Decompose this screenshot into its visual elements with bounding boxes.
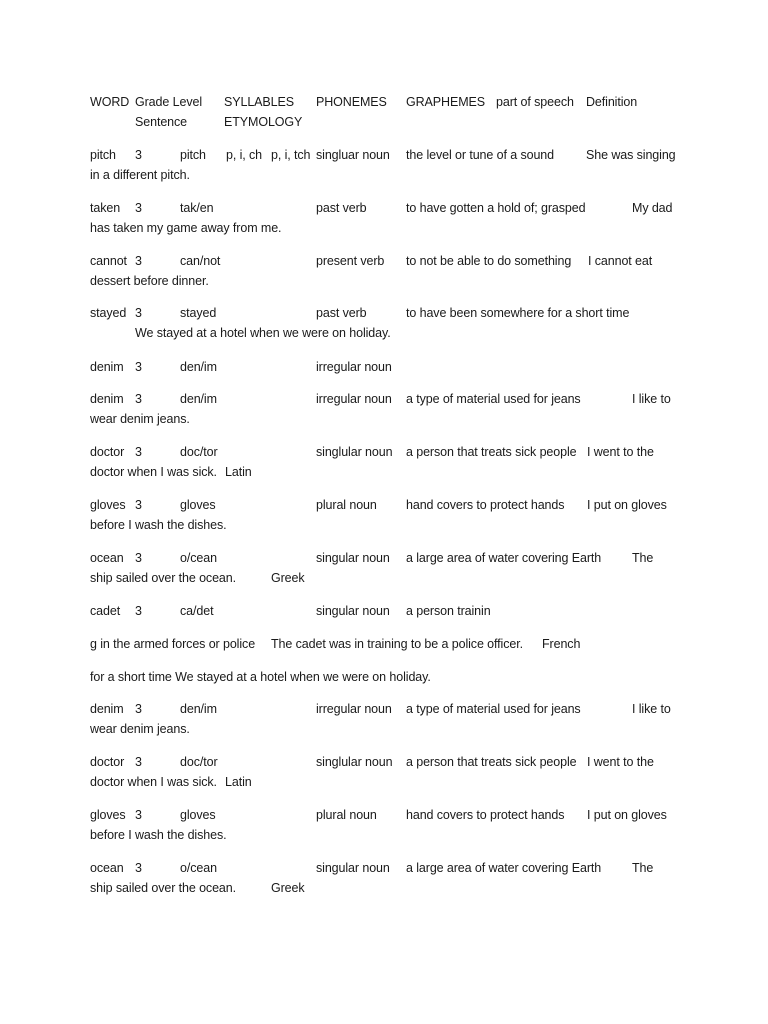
grade-level: 3 bbox=[135, 498, 142, 512]
part-of-speech: irregular noun bbox=[316, 702, 392, 716]
syllables: den/im bbox=[180, 360, 217, 374]
entry-line-1 bbox=[90, 858, 690, 878]
definition: to have gotten a hold of; grasped bbox=[406, 201, 586, 215]
header-etymology: ETYMOLOGY bbox=[224, 115, 303, 129]
list-item bbox=[90, 601, 690, 623]
sentence-continued: ship sailed over the ocean. bbox=[90, 881, 237, 895]
entry-line-1 bbox=[90, 548, 690, 568]
list-item bbox=[90, 442, 690, 486]
etymology: Latin bbox=[225, 775, 252, 789]
grade-level: 3 bbox=[135, 306, 142, 320]
definition: a person that treats sick people bbox=[406, 445, 577, 459]
grade-level: 3 bbox=[135, 254, 142, 268]
etymology: Latin bbox=[225, 465, 252, 479]
entry-line-1 bbox=[90, 357, 690, 377]
part-of-speech: singular noun bbox=[316, 551, 390, 565]
definition: to not be able to do something bbox=[406, 254, 572, 268]
part-of-speech: irregular noun bbox=[316, 392, 392, 406]
entry-line-1 bbox=[90, 389, 690, 409]
definition: a large area of water covering Earth bbox=[406, 861, 602, 875]
entry-line-1 bbox=[90, 601, 690, 621]
phonemes: p, i, ch bbox=[226, 148, 263, 162]
sentence: I went to the bbox=[587, 445, 654, 459]
sentence-continued: has taken my game away from me. bbox=[90, 221, 282, 235]
part-of-speech: plural noun bbox=[316, 808, 377, 822]
syllables: o/cean bbox=[180, 551, 217, 565]
sentence: She was singing bbox=[586, 148, 676, 162]
grade-level: 3 bbox=[135, 360, 142, 374]
word: cadet bbox=[90, 604, 121, 618]
list-item bbox=[90, 145, 690, 189]
header-line-1 bbox=[90, 92, 690, 112]
grade-level: 3 bbox=[135, 861, 142, 875]
entry-line-2 bbox=[90, 772, 690, 792]
grade-level: 3 bbox=[135, 392, 142, 406]
sentence: I like to bbox=[632, 392, 671, 406]
list-item bbox=[90, 303, 690, 347]
list-item bbox=[90, 805, 690, 849]
definition: hand covers to protect hands bbox=[406, 808, 565, 822]
word: gloves bbox=[90, 498, 126, 512]
entry-line-1 bbox=[90, 667, 690, 687]
entry-line-2 bbox=[90, 409, 690, 429]
sentence: The bbox=[632, 551, 654, 565]
grade-level: 3 bbox=[135, 201, 142, 215]
definition: a person that treats sick people bbox=[406, 755, 577, 769]
list-item bbox=[90, 548, 690, 592]
entry-line-1 bbox=[90, 303, 690, 323]
sentence-continued: dessert before dinner. bbox=[90, 274, 209, 288]
word: doctor bbox=[90, 755, 125, 769]
part-of-speech: plural noun bbox=[316, 498, 377, 512]
syllables: pitch bbox=[180, 148, 206, 162]
syllables: doc/tor bbox=[180, 755, 218, 769]
entry-line-1 bbox=[90, 805, 690, 825]
header-phonemes: PHONEMES bbox=[316, 95, 387, 109]
syllables: den/im bbox=[180, 392, 217, 406]
syllables: gloves bbox=[180, 808, 216, 822]
word: stayed bbox=[90, 306, 127, 320]
syllables: o/cean bbox=[180, 861, 217, 875]
definition: a type of material used for jeans bbox=[406, 392, 581, 406]
definition-continued: g in the armed forces or police bbox=[90, 637, 256, 651]
grade-level: 3 bbox=[135, 148, 142, 162]
definition: a large area of water covering Earth bbox=[406, 551, 602, 565]
list-item bbox=[90, 198, 690, 242]
part-of-speech: irregular noun bbox=[316, 360, 392, 374]
sentence-continued: doctor when I was sick. bbox=[90, 465, 217, 479]
syllables: tak/en bbox=[180, 201, 214, 215]
entry-line-2 bbox=[90, 165, 690, 185]
entry-line-1 bbox=[90, 442, 690, 462]
list-item bbox=[90, 858, 690, 902]
word: denim bbox=[90, 360, 124, 374]
list-item bbox=[90, 752, 690, 796]
syllables: can/not bbox=[180, 254, 221, 268]
header-definition: Definition bbox=[586, 95, 638, 109]
list-item bbox=[90, 251, 690, 295]
sentence: I cannot eat bbox=[588, 254, 653, 268]
header-line-2 bbox=[90, 112, 690, 132]
part-of-speech: singular noun bbox=[316, 861, 390, 875]
grade-level: 3 bbox=[135, 755, 142, 769]
definition: a type of material used for jeans bbox=[406, 702, 581, 716]
list-item bbox=[90, 389, 690, 433]
sentence: I put on gloves bbox=[587, 498, 667, 512]
header-part-of-speech: part of speech bbox=[496, 95, 574, 109]
sentence-continued: wear denim jeans. bbox=[90, 412, 190, 426]
entry-line-2 bbox=[90, 825, 690, 845]
sentence: We stayed at a hotel when we were on holiday. bbox=[135, 326, 391, 340]
part-of-speech: singlular noun bbox=[316, 445, 393, 459]
entry-line-2 bbox=[90, 568, 690, 588]
entry-line-2 bbox=[90, 719, 690, 739]
header-grade-level: Grade Level bbox=[135, 95, 202, 109]
sentence: The cadet was in training to be a police officer. bbox=[271, 637, 523, 651]
sentence: I went to the bbox=[587, 755, 654, 769]
part-of-speech: singlular noun bbox=[316, 755, 393, 769]
entry-line-2 bbox=[90, 218, 690, 238]
syllables: doc/tor bbox=[180, 445, 218, 459]
word: denim bbox=[90, 392, 124, 406]
word: taken bbox=[90, 201, 121, 215]
header-row bbox=[90, 92, 690, 136]
header-graphemes: GRAPHEMES bbox=[406, 95, 485, 109]
entry-line-2 bbox=[90, 323, 690, 343]
entry-line-2 bbox=[90, 878, 690, 898]
part-of-speech: past verb bbox=[316, 201, 367, 215]
header-word: WORD bbox=[90, 95, 130, 109]
header-sentence: Sentence bbox=[135, 115, 188, 129]
word: gloves bbox=[90, 808, 126, 822]
word: denim bbox=[90, 702, 124, 716]
sentence-continued: in a different pitch. bbox=[90, 168, 190, 182]
etymology: Greek bbox=[271, 881, 305, 895]
definition: hand covers to protect hands bbox=[406, 498, 565, 512]
syllables: den/im bbox=[180, 702, 217, 716]
word: ocean bbox=[90, 861, 124, 875]
header-syllables: SYLLABLES bbox=[224, 95, 294, 109]
entry-line-2 bbox=[90, 462, 690, 482]
entry-line-1 bbox=[90, 145, 690, 165]
definition: a person trainin bbox=[406, 604, 491, 618]
grade-level: 3 bbox=[135, 808, 142, 822]
part-of-speech: present verb bbox=[316, 254, 385, 268]
entry-line-1 bbox=[90, 699, 690, 719]
entry-line-1 bbox=[90, 634, 690, 654]
definition: the level or tune of a sound bbox=[406, 148, 554, 162]
word: doctor bbox=[90, 445, 125, 459]
grade-level: 3 bbox=[135, 551, 142, 565]
etymology: French bbox=[542, 637, 581, 651]
sentence-continued: doctor when I was sick. bbox=[90, 775, 217, 789]
word: ocean bbox=[90, 551, 124, 565]
sentence: My dad bbox=[632, 201, 673, 215]
etymology: Greek bbox=[271, 571, 305, 585]
entry-line-1 bbox=[90, 495, 690, 515]
sentence-continued: before I wash the dishes. bbox=[90, 518, 227, 532]
entry-line-1 bbox=[90, 251, 690, 271]
list-item bbox=[90, 667, 690, 689]
syllables: ca/det bbox=[180, 604, 214, 618]
sentence-continued: before I wash the dishes. bbox=[90, 828, 227, 842]
sentence: I like to bbox=[632, 702, 671, 716]
entry-line-1 bbox=[90, 198, 690, 218]
grade-level: 3 bbox=[135, 702, 142, 716]
sentence: I put on gloves bbox=[587, 808, 667, 822]
grade-level: 3 bbox=[135, 445, 142, 459]
entry-line-2 bbox=[90, 515, 690, 535]
list-item bbox=[90, 357, 690, 379]
syllables: gloves bbox=[180, 498, 216, 512]
list-item bbox=[90, 699, 690, 743]
grade-level: 3 bbox=[135, 604, 142, 618]
sentence: The bbox=[632, 861, 654, 875]
word: cannot bbox=[90, 254, 127, 268]
word: pitch bbox=[90, 148, 116, 162]
text-line: for a short time We stayed at a hotel when we were on holiday. bbox=[90, 670, 431, 684]
part-of-speech: past verb bbox=[316, 306, 367, 320]
sentence-continued: ship sailed over the ocean. bbox=[90, 571, 237, 585]
part-of-speech: singluar noun bbox=[316, 148, 390, 162]
part-of-speech: singular noun bbox=[316, 604, 390, 618]
entry-line-2 bbox=[90, 271, 690, 291]
definition: to have been somewhere for a short time bbox=[406, 306, 630, 320]
list-item bbox=[90, 634, 690, 656]
list-item bbox=[90, 495, 690, 539]
sentence-continued: wear denim jeans. bbox=[90, 722, 190, 736]
entry-line-1 bbox=[90, 752, 690, 772]
syllables: stayed bbox=[180, 306, 217, 320]
graphemes: p, i, tch bbox=[271, 148, 311, 162]
